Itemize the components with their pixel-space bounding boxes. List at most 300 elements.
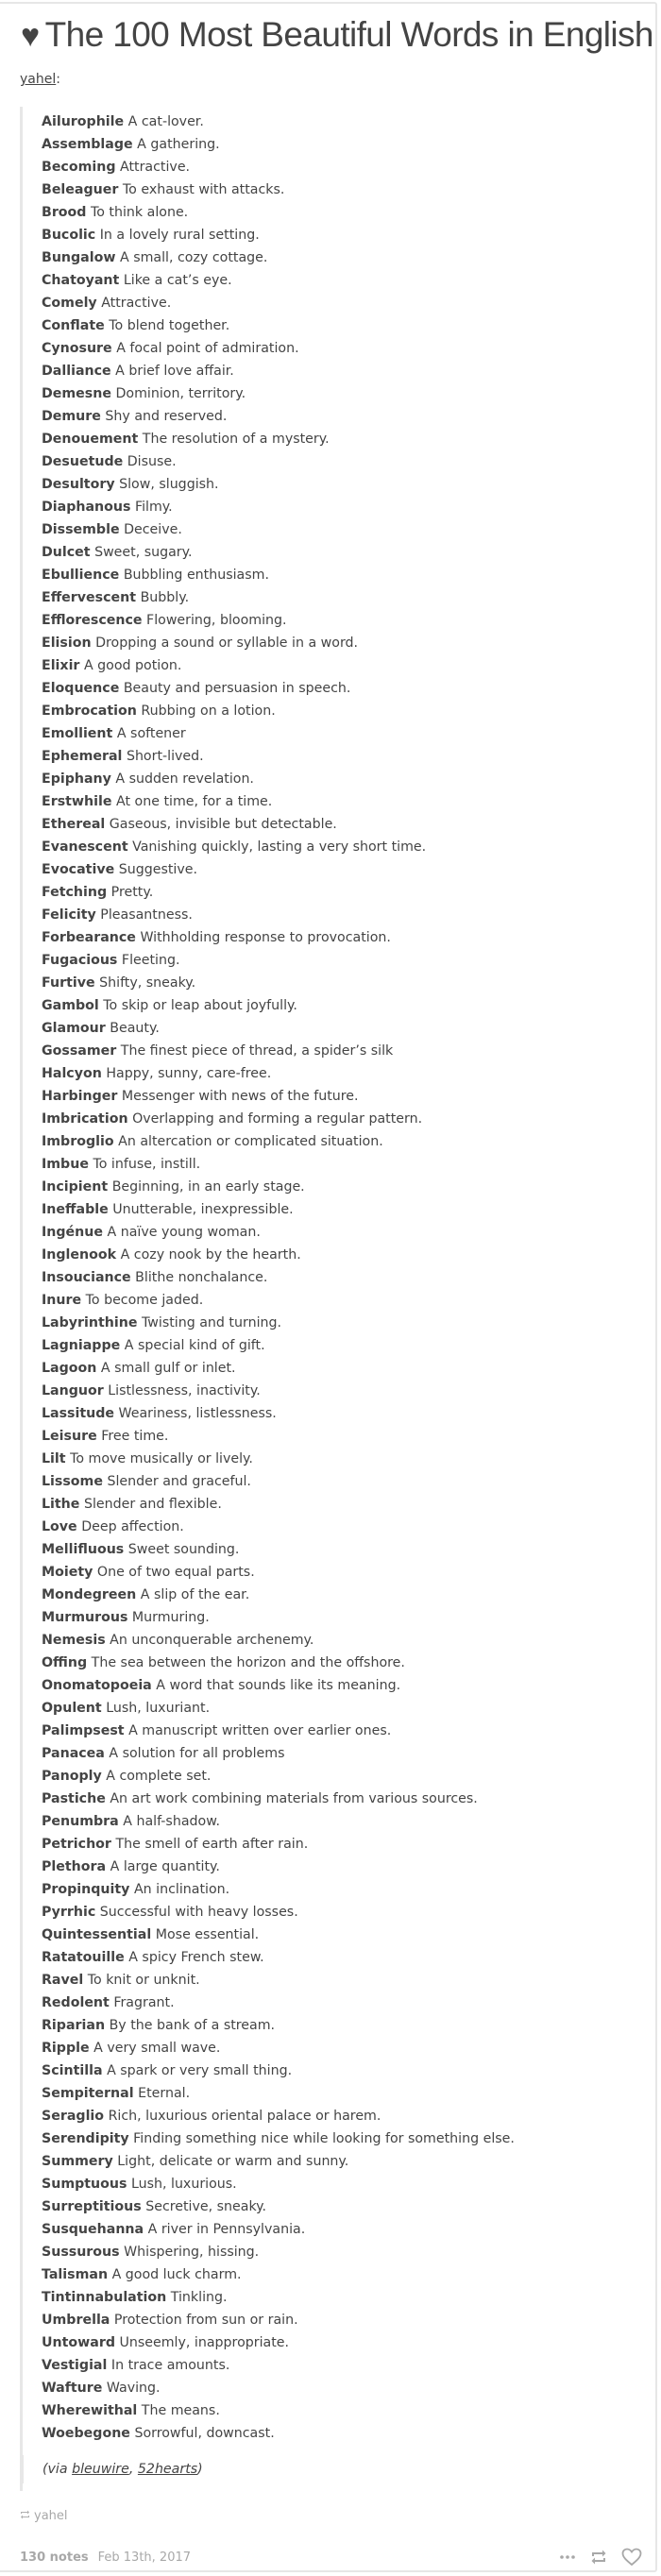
word-entry — [42, 1130, 624, 1153]
word-term: Vestigial — [42, 2358, 108, 2373]
word-entry — [42, 1334, 624, 1357]
word-definition: An unconquerable archenemy. — [110, 1633, 314, 1648]
word-entry — [42, 246, 624, 269]
word-term: Love — [42, 1519, 77, 1534]
word-term: Tintinnabulation — [42, 2290, 167, 2305]
word-term: Penumbra — [42, 1814, 119, 1829]
word-definition: The smell of earth after rain. — [115, 1837, 309, 1852]
word-definition: The sea between the horizon and the offshore. — [91, 1655, 405, 1670]
word-term: Fetching — [42, 885, 108, 900]
word-definition: Lush, luxuriant. — [106, 1701, 211, 1716]
word-term: Ratatouille — [42, 1950, 125, 1965]
word-definition: Dropping a sound or syllable in a word. — [95, 636, 359, 651]
word-entry — [42, 1425, 624, 1448]
word-definition: Unutterable, inexpressible. — [112, 1202, 294, 1217]
word-term: Comely — [42, 296, 97, 311]
word-definition: Attractive. — [101, 296, 172, 311]
word-entry — [42, 2286, 624, 2309]
word-definition: Beauty. — [110, 1021, 160, 1036]
word-entry — [42, 790, 624, 813]
word-entry — [42, 382, 624, 405]
word-entry — [42, 1652, 624, 1674]
word-entry — [42, 360, 624, 382]
word-term: Becoming — [42, 160, 116, 175]
word-definition: Filmy. — [134, 500, 173, 515]
word-term: Ailurophile — [42, 114, 125, 129]
word-definition: Beginning, in an early stage. — [111, 1179, 305, 1195]
word-term: Ebullience — [42, 568, 120, 583]
word-definition: Tinkling. — [170, 2290, 228, 2305]
word-entry — [42, 2105, 624, 2127]
word-term: Embrocation — [42, 703, 137, 719]
word-entry — [42, 518, 624, 541]
word-entry — [42, 2263, 624, 2286]
word-term: Riparian — [42, 2018, 106, 2033]
word-definition: A sudden revelation. — [115, 771, 254, 787]
word-entry — [42, 1448, 624, 1470]
word-term: Assemblage — [42, 137, 133, 152]
word-term: Lissome — [42, 1474, 103, 1489]
word-entry — [42, 1357, 624, 1380]
word-entry — [42, 654, 624, 677]
word-term: Ingénue — [42, 1225, 103, 1240]
word-entry — [42, 632, 624, 654]
word-definition: A brief love affair. — [115, 364, 234, 379]
word-entry — [42, 2218, 624, 2241]
word-term: Summery — [42, 2154, 113, 2169]
like-button[interactable] — [621, 2548, 642, 2567]
word-entry — [42, 1266, 624, 1289]
word-definition: Pleasantness. — [100, 907, 193, 923]
word-definition: Fleeting. — [121, 953, 180, 968]
word-entry — [42, 224, 624, 246]
word-definition: Pretty. — [110, 885, 154, 900]
via-attribution — [21, 2455, 203, 2483]
word-definition: Mose essential. — [155, 1927, 260, 1942]
word-definition: Slender and flexible. — [83, 1497, 222, 1512]
word-entry — [42, 2173, 624, 2195]
word-term: Serendipity — [42, 2131, 129, 2146]
word-term: Moiety — [42, 1565, 93, 1580]
post-title — [21, 15, 653, 55]
word-term: Dulcet — [42, 545, 91, 560]
word-entry — [42, 1561, 624, 1584]
word-term: Talisman — [42, 2267, 109, 2282]
word-definition: Shy and reserved. — [105, 409, 228, 424]
reblog-small-icon — [20, 2509, 30, 2523]
word-definition: Happy, sunny, care-free. — [106, 1066, 272, 1081]
word-definition: Slender and graceful. — [107, 1474, 251, 1489]
word-entry — [42, 1924, 624, 1946]
word-entry — [42, 473, 624, 496]
word-term: Dalliance — [42, 364, 111, 379]
word-entry — [42, 1742, 624, 1765]
word-definition: To infuse, instill. — [93, 1157, 201, 1172]
word-term: Demure — [42, 409, 101, 424]
more-options-button[interactable] — [559, 2554, 576, 2560]
word-definition: To skip or leap about joyfully. — [103, 998, 297, 1013]
word-entry — [42, 1901, 624, 1924]
word-definition: Shifty, sneaky. — [99, 975, 196, 991]
word-definition: Sweet, sugary. — [94, 545, 193, 560]
word-term: Quintessential — [42, 1927, 152, 1942]
word-definition: A cat-lover. — [127, 114, 204, 129]
word-term: Imbroglio — [42, 1134, 114, 1149]
word-term: Labyrinthine — [42, 1315, 138, 1330]
word-term: Murmurous — [42, 1610, 128, 1625]
via-link-bleuwire[interactable]: bleuwire — [72, 2462, 129, 2477]
word-entry — [42, 1402, 624, 1425]
word-entry — [42, 700, 624, 722]
reblog-button[interactable] — [589, 2548, 608, 2567]
word-entry — [42, 768, 624, 790]
word-term: Cynosure — [42, 341, 112, 356]
source-user-link[interactable]: yahel — [20, 72, 57, 87]
word-definition: Unseemly, inappropriate. — [119, 2335, 290, 2350]
word-definition: Free time. — [101, 1429, 169, 1444]
word-definition: A special kind of gift. — [124, 1338, 265, 1353]
word-term: Chatoyant — [42, 273, 120, 288]
word-definition: A softener — [116, 726, 186, 741]
word-term: Propinquity — [42, 1882, 130, 1897]
word-definition: Whispering, hissing. — [124, 2245, 260, 2260]
word-entry — [42, 1153, 624, 1176]
word-definition: Lush, luxurious. — [130, 2177, 237, 2192]
word-entry — [42, 2082, 624, 2105]
word-term: Wherewithal — [42, 2403, 138, 2418]
word-definition: Slow, sluggish. — [119, 477, 219, 492]
word-entry — [42, 609, 624, 632]
word-definition: At one time, for a time. — [116, 794, 273, 809]
quoted-content — [20, 107, 624, 2491]
word-definition: Sweet sounding. — [127, 1542, 240, 1557]
word-definition: Secretive, sneaky. — [145, 2199, 267, 2214]
word-definition: The means. — [141, 2403, 220, 2418]
word-definition: An art work combining materials from various sources. — [110, 1791, 478, 1806]
word-definition: Murmuring. — [131, 1610, 210, 1625]
word-definition: A small gulf or inlet. — [100, 1361, 236, 1376]
word-entry — [42, 926, 624, 949]
post-actions — [559, 2548, 642, 2567]
word-entry — [42, 2309, 624, 2331]
word-entry — [42, 110, 624, 133]
word-term: Offing — [42, 1655, 88, 1670]
word-definition: Like a cat’s eye. — [123, 273, 232, 288]
word-term: Panoply — [42, 1769, 102, 1784]
word-term: Diaphanous — [42, 500, 131, 515]
word-definition: A half-shadow. — [123, 1814, 221, 1829]
word-term: Denouement — [42, 432, 139, 447]
word-definition: A good luck charm. — [111, 2267, 242, 2282]
word-definition: Dominion, territory. — [115, 386, 246, 401]
post-meta — [20, 2551, 191, 2565]
word-term: Lagoon — [42, 1361, 97, 1376]
word-term: Glamour — [42, 1021, 106, 1036]
word-term: Ethereal — [42, 817, 106, 832]
word-term: Gambol — [42, 998, 99, 1013]
source-attribution — [20, 72, 60, 87]
word-entry — [42, 269, 624, 292]
word-term: Petrichor — [42, 1837, 111, 1852]
word-definition: Gaseous, invisible but detectable. — [109, 817, 337, 832]
word-term: Leisure — [42, 1429, 97, 1444]
word-entry — [42, 1606, 624, 1629]
word-entry — [42, 564, 624, 586]
word-term: Forbearance — [42, 930, 136, 945]
word-term: Surreptitious — [42, 2199, 142, 2214]
word-definition: Short-lived. — [126, 749, 204, 764]
word-term: Palimpsest — [42, 1723, 125, 1738]
word-entry — [42, 1312, 624, 1334]
word-term: Opulent — [42, 1701, 102, 1716]
word-entry — [42, 178, 624, 201]
word-entry — [42, 1584, 624, 1606]
word-entry — [42, 133, 624, 156]
word-definition: To knit or unknit. — [87, 1973, 200, 1988]
word-term: Sempiternal — [42, 2086, 134, 2101]
word-definition: Bubbly. — [140, 590, 190, 605]
word-term: Redolent — [42, 1995, 110, 2010]
word-entry — [42, 405, 624, 428]
word-definition: To move musically or lively. — [70, 1451, 253, 1466]
word-entry — [42, 2059, 624, 2082]
post-footer — [20, 2546, 642, 2568]
word-entry — [42, 1040, 624, 1062]
via-prefix: (via — [42, 2462, 73, 2477]
word-term: Lilt — [42, 1451, 66, 1466]
word-entry — [42, 1833, 624, 1856]
word-definition: The resolution of a mystery. — [142, 432, 330, 447]
word-entry — [42, 722, 624, 745]
word-term: Incipient — [42, 1179, 109, 1195]
word-term: Panacea — [42, 1746, 105, 1761]
word-definition: Successful with heavy losses. — [99, 1905, 298, 1920]
word-entry — [42, 1674, 624, 1697]
word-term: Nemesis — [42, 1633, 106, 1648]
word-entry — [42, 2150, 624, 2173]
word-list — [42, 107, 624, 2445]
word-entry — [42, 450, 624, 473]
word-term: Emollient — [42, 726, 113, 741]
word-entry — [42, 1810, 624, 1833]
via-link-52hearts[interactable]: 52hearts — [137, 2462, 198, 2477]
word-term: Imbrication — [42, 1111, 128, 1127]
word-definition: Deceive. — [124, 522, 182, 537]
word-term: Epiphany — [42, 771, 111, 787]
reblog-icon — [589, 2548, 608, 2567]
word-term: Umbrella — [42, 2313, 110, 2328]
word-definition: Flowering, blooming. — [146, 613, 287, 628]
word-term: Efflorescence — [42, 613, 143, 628]
word-entry — [42, 2422, 624, 2445]
word-term: Sumptuous — [42, 2177, 127, 2192]
word-entry — [42, 1085, 624, 1108]
word-term: Demesne — [42, 386, 111, 401]
word-entry — [42, 1969, 624, 1991]
word-definition: To become jaded. — [85, 1293, 204, 1308]
notes-count[interactable]: 130 notes — [20, 2550, 89, 2565]
word-entry — [42, 949, 624, 972]
word-entry — [42, 1629, 624, 1652]
word-term: Ravel — [42, 1973, 84, 1988]
word-entry — [42, 2241, 624, 2263]
word-definition: Sorrowful, downcast. — [134, 2426, 275, 2441]
word-term: Pastiche — [42, 1791, 106, 1806]
word-term: Onomatopoeia — [42, 1678, 152, 1693]
word-definition: Twisting and turning. — [141, 1315, 282, 1330]
word-entry — [42, 2014, 624, 2037]
word-term: Felicity — [42, 907, 96, 923]
word-entry — [42, 994, 624, 1017]
word-definition: Eternal. — [138, 2086, 191, 2101]
word-definition: Protection from sun or rain. — [113, 2313, 298, 2328]
word-term: Evocative — [42, 862, 115, 877]
word-definition: Rubbing on a lotion. — [141, 703, 276, 719]
word-entry — [42, 1470, 624, 1493]
word-entry — [42, 881, 624, 904]
word-term: Brood — [42, 205, 87, 220]
word-definition: A spicy French stew. — [128, 1950, 264, 1965]
word-term: Elision — [42, 636, 92, 651]
word-entry — [42, 314, 624, 337]
word-term: Fugacious — [42, 953, 118, 968]
word-entry — [42, 972, 624, 994]
word-definition: Light, delicate or warm and sunny. — [117, 2154, 349, 2169]
word-definition: A gathering. — [137, 137, 220, 152]
word-entry — [42, 1221, 624, 1244]
word-term: Languor — [42, 1383, 104, 1398]
word-entry — [42, 1991, 624, 2014]
word-definition: A river in Pennsylvania. — [147, 2222, 306, 2237]
reblogged-from-user: yahel — [34, 2509, 68, 2523]
word-entry — [42, 1017, 624, 1040]
word-term: Untoward — [42, 2335, 115, 2350]
word-term: Bungalow — [42, 250, 116, 265]
word-definition: Vanishing quickly, lasting a very short time. — [132, 839, 427, 855]
word-term: Harbinger — [42, 1089, 118, 1104]
word-entry — [42, 1697, 624, 1720]
attribution-colon: : — [56, 72, 60, 87]
word-definition: A manuscript written over earlier ones. — [128, 1723, 392, 1738]
word-definition: A naïve young woman. — [107, 1225, 261, 1240]
word-term: Mellifluous — [42, 1542, 125, 1557]
heart-outline-icon — [621, 2548, 642, 2567]
word-term: Mondegreen — [42, 1587, 137, 1602]
word-term: Erstwhile — [42, 794, 112, 809]
word-entry — [42, 1856, 624, 1878]
word-term: Bucolic — [42, 228, 96, 243]
reblogged-from[interactable] — [20, 2509, 68, 2523]
word-entry — [42, 1108, 624, 1130]
word-term: Wafture — [42, 2381, 103, 2396]
word-definition: Waving. — [106, 2381, 161, 2396]
word-definition: Withholding response to provocation. — [140, 930, 391, 945]
word-term: Scintilla — [42, 2063, 103, 2078]
word-entry — [42, 1289, 624, 1312]
word-term: Susquehanna — [42, 2222, 144, 2237]
word-definition: Fragrant. — [113, 1995, 175, 2010]
word-definition: A slip of the ear. — [140, 1587, 250, 1602]
word-term: Lagniappe — [42, 1338, 121, 1353]
post-date[interactable]: Feb 13th, 2017 — [97, 2550, 192, 2565]
word-entry — [42, 1516, 624, 1538]
word-definition: Messenger with news of the future. — [121, 1089, 359, 1104]
word-definition: An altercation or complicated situation. — [118, 1134, 383, 1149]
word-entry — [42, 904, 624, 926]
word-term: Elixir — [42, 658, 80, 673]
word-entry — [42, 2377, 624, 2399]
word-entry — [42, 156, 624, 178]
word-term: Lassitude — [42, 1406, 115, 1421]
word-definition: The finest piece of thread, a spider’s silk — [120, 1043, 394, 1059]
ellipsis-icon — [559, 2554, 576, 2560]
word-term: Evanescent — [42, 839, 128, 855]
word-definition: Attractive. — [120, 160, 191, 175]
word-definition: One of two equal parts. — [96, 1565, 255, 1580]
word-definition: Finding something nice while looking for something else. — [133, 2131, 515, 2146]
word-term: Seraglio — [42, 2109, 105, 2124]
word-definition: A complete set. — [106, 1769, 212, 1784]
word-definition: By the bank of a stream. — [109, 2018, 276, 2033]
word-definition: Deep affection. — [81, 1519, 184, 1534]
word-definition: Rich, luxurious oriental palace or harem. — [108, 2109, 381, 2124]
word-definition: Beauty and persuasion in speech. — [123, 681, 351, 696]
word-term: Sussurous — [42, 2245, 120, 2260]
word-entry — [42, 1380, 624, 1402]
word-definition: A spark or very small thing. — [107, 2063, 293, 2078]
word-definition: Overlapping and forming a regular pattern. — [132, 1111, 423, 1127]
via-suffix: ) — [197, 2462, 203, 2477]
word-definition: To think alone. — [90, 205, 189, 220]
word-definition: A word that sounds like its meaning. — [156, 1678, 401, 1693]
word-term: Woebegone — [42, 2426, 130, 2441]
word-term: Desuetude — [42, 454, 124, 469]
word-term: Plethora — [42, 1859, 107, 1874]
word-entry — [42, 858, 624, 881]
word-definition: In a lovely rural setting. — [99, 228, 260, 243]
word-entry — [42, 541, 624, 564]
word-entry — [42, 2127, 624, 2150]
word-definition: A small, cozy cottage. — [119, 250, 268, 265]
word-definition: Suggestive. — [118, 862, 197, 877]
word-term: Eloquence — [42, 681, 120, 696]
word-entry — [42, 1062, 624, 1085]
word-entry — [42, 1788, 624, 1810]
word-entry — [42, 1176, 624, 1198]
word-definition: Blithe nonchalance. — [135, 1270, 268, 1285]
word-entry — [42, 1493, 624, 1516]
post-title-text: The 100 Most Beautiful Words in English — [44, 15, 653, 54]
word-definition: A large quantity. — [110, 1859, 220, 1874]
word-entry — [42, 496, 624, 518]
word-entry — [42, 428, 624, 450]
word-definition: Weariness, listlessness. — [118, 1406, 277, 1421]
word-entry — [42, 813, 624, 836]
word-term: Desultory — [42, 477, 115, 492]
word-entry — [42, 2399, 624, 2422]
word-definition: In trace amounts. — [110, 2358, 230, 2373]
word-definition: To exhaust with attacks. — [122, 182, 285, 197]
word-entry — [42, 1198, 624, 1221]
word-entry — [42, 586, 624, 609]
word-term: Dissemble — [42, 522, 120, 537]
word-entry — [42, 2354, 624, 2377]
word-entry — [42, 1946, 624, 1969]
word-definition: Disuse. — [127, 454, 177, 469]
word-term: Ripple — [42, 2041, 90, 2056]
word-term: Ephemeral — [42, 749, 123, 764]
word-term: Lithe — [42, 1497, 80, 1512]
